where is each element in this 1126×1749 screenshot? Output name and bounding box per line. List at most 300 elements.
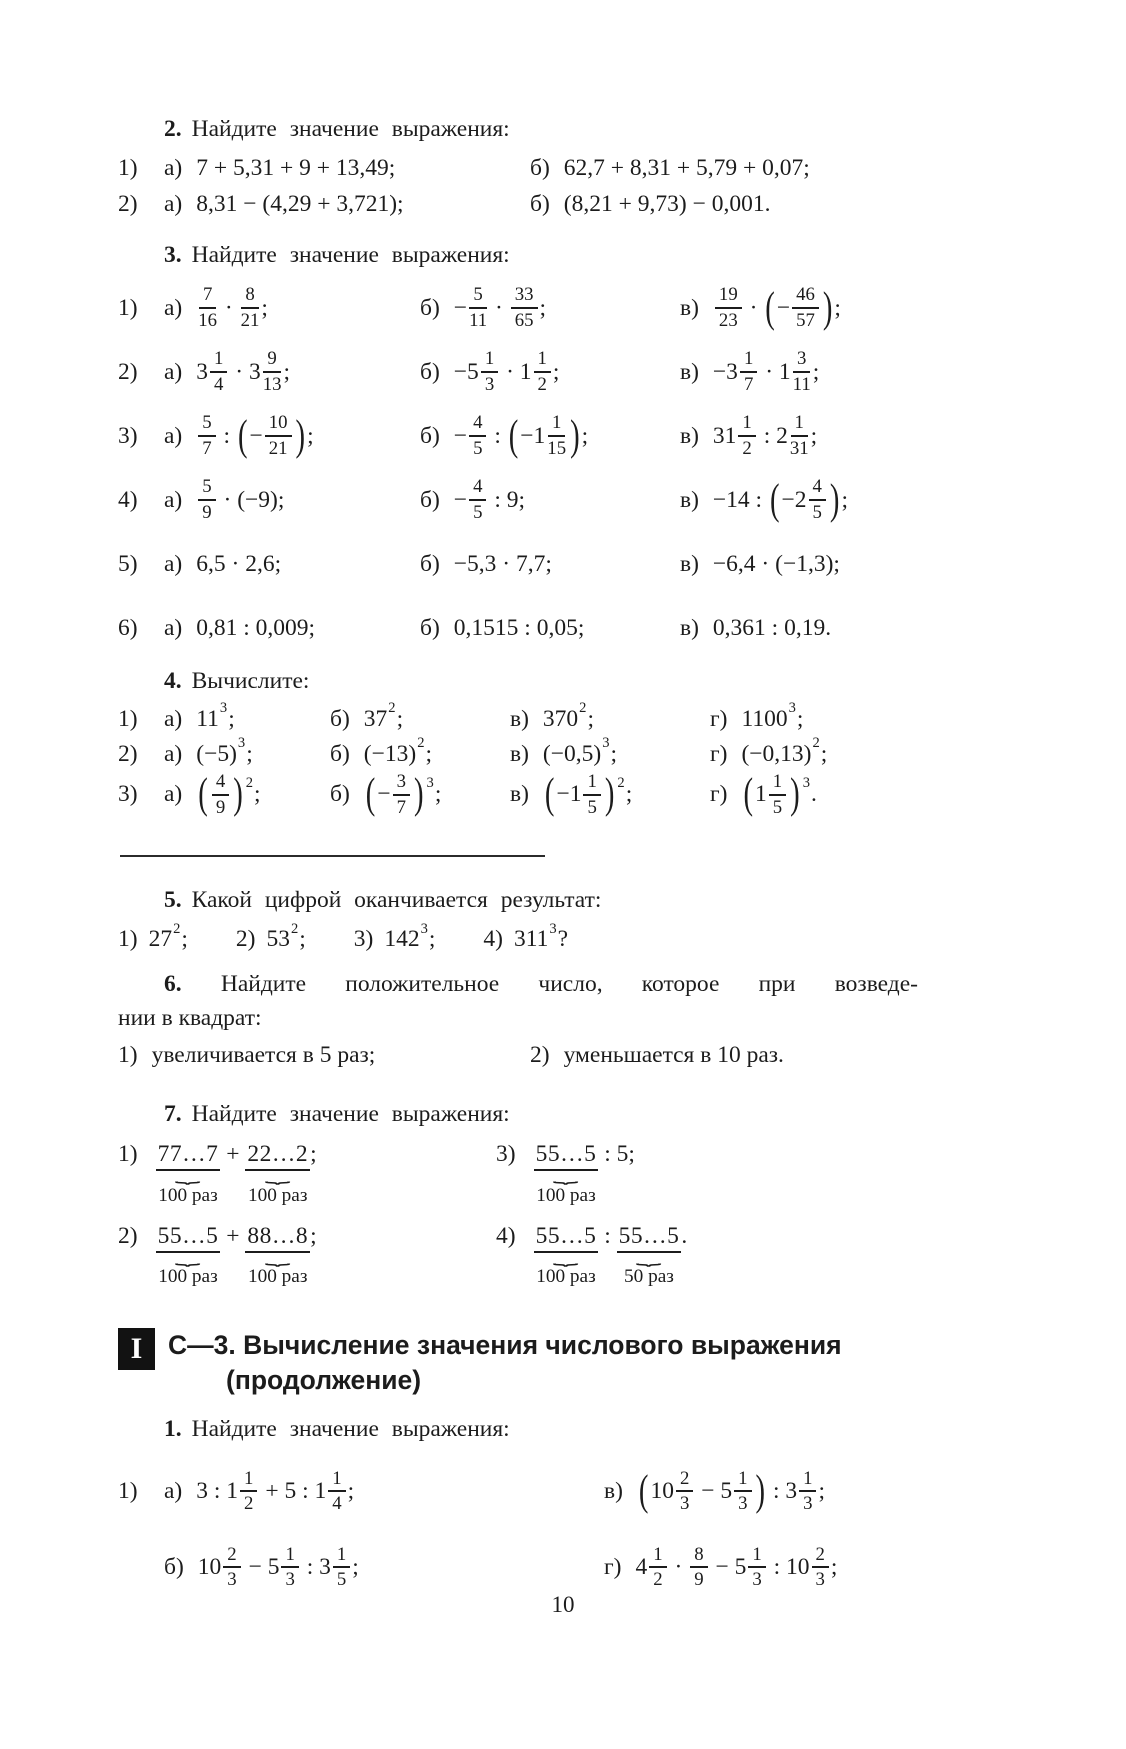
fraction-denominator: 3 — [679, 1493, 690, 1515]
item-letter: в) — [510, 781, 529, 808]
exercise-6 — [118, 967, 918, 1073]
item-number: 1) — [118, 1477, 138, 1504]
expression-item — [118, 1223, 496, 1288]
fraction-denominator: 7 — [743, 374, 754, 395]
math-text: уменьшается в 10 раз. — [563, 1042, 784, 1069]
fraction-numerator: 1 — [534, 349, 551, 373]
math-text: (−5) — [196, 741, 237, 767]
big-paren: ( — [198, 770, 208, 819]
exercise-title-text: Найдите положительное число, которое при возведе- — [220, 971, 918, 998]
fraction — [690, 1545, 707, 1590]
expression-item — [330, 772, 510, 817]
exercise-title-text: Найдите значение выражения: — [191, 242, 510, 268]
math-text: + — [220, 1141, 246, 1168]
fraction-numerator: 7 — [199, 285, 216, 309]
math-text: ; — [552, 358, 560, 385]
exercise-number: 4. — [164, 668, 182, 694]
expression — [196, 186, 403, 222]
expression-item — [420, 615, 680, 642]
expression-item — [164, 551, 420, 578]
exponent: 3 — [219, 700, 228, 717]
fraction-denominator: 31 — [789, 438, 809, 459]
fraction — [715, 285, 742, 330]
exponent: 3 — [237, 735, 246, 752]
math-text: ; — [352, 1553, 359, 1580]
expression-item — [510, 702, 710, 737]
big-paren: ) — [295, 411, 306, 460]
fraction — [740, 349, 757, 394]
fraction — [198, 477, 215, 522]
fraction — [792, 285, 819, 330]
fraction-denominator: 2 — [742, 438, 752, 459]
exercise-row — [118, 472, 918, 528]
fraction-numerator: 33 — [511, 285, 538, 309]
item-letter: б) — [330, 781, 350, 808]
item-letter: б) — [330, 741, 350, 767]
item-number: 3) — [353, 926, 374, 953]
expression — [196, 615, 315, 642]
fraction-numerator: 2 — [812, 1545, 829, 1569]
math-text: 3 : 1 — [196, 1477, 239, 1504]
fraction-numerator: 1 — [481, 349, 498, 373]
expression-item — [680, 477, 918, 522]
expression — [713, 615, 831, 642]
exponent: 2 — [579, 700, 587, 717]
item-number: 2) — [118, 1222, 138, 1249]
item-letter: в) — [510, 706, 529, 732]
math-text: −2 — [781, 486, 807, 513]
big-paren: ( — [765, 283, 775, 332]
difficulty-level-marker: I — [118, 1328, 155, 1370]
item-letter: б) — [420, 614, 440, 641]
section-header — [118, 1328, 918, 1398]
math-text: · 1 — [759, 358, 791, 385]
math-text: 7 + 5,31 + 9 + 13,49; — [196, 155, 396, 181]
math-text: 0,81 : 0,009; — [196, 614, 316, 641]
exercise-title-text: Вычислите: — [191, 668, 310, 694]
fraction-denominator: 57 — [796, 310, 815, 331]
underbrace-icon: ⏟ — [552, 1166, 579, 1185]
fraction — [738, 413, 755, 458]
item-number: 1) — [118, 706, 138, 732]
fraction-numerator: 1 — [281, 1545, 298, 1569]
section-title — [168, 1328, 842, 1398]
math-text: 0,361 : 0,19. — [712, 614, 832, 641]
exercise-number: 3. — [164, 242, 182, 268]
fraction-numerator: 10 — [265, 413, 292, 437]
math-text: (−0,5) — [542, 741, 602, 767]
math-text: увеличивается в 5 раз; — [151, 1042, 376, 1069]
item-letter: б) — [420, 294, 440, 321]
fraction — [812, 1545, 829, 1590]
exercise-rows — [118, 280, 918, 656]
fraction-numerator: 1 — [740, 349, 757, 373]
item-letter: г) — [710, 781, 728, 808]
expression-item — [354, 921, 436, 957]
underbrace-icon: ⏟ — [264, 1247, 291, 1266]
expression-item — [164, 186, 530, 222]
math-text: −6,4 · (−1,3); — [712, 550, 840, 577]
math-text: ; — [254, 781, 261, 808]
math-text: ; — [810, 422, 818, 449]
item-letter: а) — [164, 155, 183, 181]
fraction-numerator: 1 — [328, 1469, 345, 1493]
exponent: 3 — [549, 920, 557, 937]
exercise-7 — [118, 1097, 918, 1288]
exercise-title — [118, 1412, 918, 1446]
math-text: ; — [796, 706, 804, 732]
math-text: 1100 — [741, 706, 788, 732]
math-text: − 5 — [242, 1553, 280, 1580]
item-number: 1) — [118, 926, 138, 953]
big-paren: ) — [604, 770, 615, 819]
exercise-rows — [118, 150, 918, 222]
math-text: · 3 — [229, 358, 261, 385]
math-text: −1 — [556, 781, 582, 808]
math-text: · — [743, 294, 764, 321]
math-text: · 1 — [500, 358, 532, 385]
fraction — [328, 1469, 345, 1514]
fraction — [198, 413, 215, 458]
expression-item — [530, 186, 918, 222]
expression — [384, 921, 435, 957]
math-text: 142 — [384, 926, 420, 953]
fraction-numerator: 1 — [333, 1545, 350, 1569]
math-text: (−13) — [363, 741, 417, 767]
expression-item — [510, 772, 710, 817]
fraction — [263, 349, 282, 394]
item-number: 2) — [530, 1042, 550, 1069]
item-number: 1) — [118, 294, 138, 321]
expression-item — [164, 615, 420, 642]
math-text: ; — [820, 741, 828, 767]
fraction-denominator: 3 — [227, 1569, 237, 1591]
expression-item — [496, 1141, 918, 1206]
fraction-denominator: 9 — [215, 796, 226, 818]
expression-item — [118, 921, 188, 957]
fraction-numerator: 1 — [748, 1545, 765, 1569]
math-text: · — [668, 1553, 689, 1580]
repeated-digits: 55…5 — [156, 1223, 221, 1253]
item-number: 1) — [118, 1141, 138, 1168]
math-text: −3 — [712, 358, 738, 385]
math-text: + — [220, 1222, 246, 1249]
fraction — [469, 477, 486, 522]
fraction-numerator: 1 — [548, 413, 565, 437]
math-text: − — [776, 294, 791, 321]
math-text: ; — [818, 1477, 826, 1504]
exercise-5 — [118, 883, 918, 957]
exercise-title — [118, 883, 918, 917]
exercise-title — [118, 664, 918, 698]
math-text: . — [681, 1222, 688, 1249]
math-text: 53 — [266, 926, 290, 953]
fraction-numerator: 8 — [690, 1545, 707, 1569]
math-text: : — [488, 422, 507, 449]
math-text: ; — [396, 706, 404, 732]
fraction-denominator: 3 — [803, 1493, 813, 1515]
item-letter: в) — [680, 486, 699, 513]
math-text: ; — [310, 1141, 317, 1168]
expression — [635, 1545, 837, 1590]
big-paren: ( — [638, 1466, 649, 1515]
big-paren: ( — [237, 411, 248, 460]
big-paren: ) — [570, 411, 580, 460]
underbrace-icon: ⏟ — [636, 1247, 662, 1266]
fraction-denominator: 2 — [244, 1493, 254, 1515]
item-letter: а) — [164, 191, 183, 217]
item-number: 1) — [118, 155, 138, 181]
expression-item — [530, 150, 918, 186]
math-text: : — [598, 1222, 617, 1249]
fraction — [223, 1545, 240, 1590]
page-content — [118, 112, 918, 1598]
item-number: 3) — [118, 422, 138, 449]
math-text: ; — [830, 1553, 838, 1580]
expression-item — [510, 737, 710, 772]
expression — [454, 551, 552, 578]
math-text: ; — [261, 294, 268, 321]
fraction-denominator: 65 — [514, 310, 534, 331]
fraction — [649, 1545, 666, 1590]
underbrace-group — [245, 1223, 310, 1288]
expression-item — [164, 772, 330, 817]
exponent: 2 — [173, 920, 181, 937]
math-text: 8,31 − (4,29 + 3,721); — [196, 191, 404, 217]
exercise-row — [118, 600, 918, 656]
math-text: 37 — [363, 706, 388, 732]
item-letter: б) — [420, 358, 440, 385]
exercise-row — [118, 186, 918, 222]
fraction-denominator: 9 — [694, 1569, 704, 1591]
exponent: 2 — [617, 775, 625, 792]
fraction — [469, 413, 486, 458]
expression — [156, 1223, 317, 1288]
exercise-text-line1 — [118, 967, 918, 1001]
exercise-row — [118, 280, 918, 336]
expression-item — [164, 150, 530, 186]
fraction — [481, 349, 498, 394]
fraction-numerator: 9 — [263, 349, 280, 373]
item-letter: в) — [680, 294, 699, 321]
item-number: 1) — [118, 1042, 138, 1069]
fraction-numerator: 1 — [240, 1469, 257, 1493]
exponent: 3 — [602, 735, 610, 752]
exercise-items — [118, 921, 918, 957]
expression — [196, 349, 290, 394]
math-text: 11 — [196, 706, 219, 732]
fraction — [734, 1469, 751, 1514]
item-letter: а) — [164, 1477, 183, 1504]
exercise-rows — [118, 1141, 918, 1288]
exercise-title-text: Найдите значение выражения: — [191, 1416, 510, 1443]
page-number: 10 — [551, 1592, 575, 1617]
fraction-denominator: 5 — [812, 502, 822, 523]
expression-item — [420, 413, 680, 458]
math-text: ; — [347, 1477, 355, 1504]
math-text: − 5 — [709, 1553, 747, 1580]
exercise-title-text: Какой цифрой оканчивается результат: — [191, 887, 602, 914]
math-text: : — [217, 422, 236, 449]
underbrace-icon: ⏟ — [174, 1166, 201, 1185]
math-text: (8,21 + 9,73) − 0,001. — [563, 191, 771, 217]
exercise-3 — [118, 238, 918, 656]
fraction-numerator: 1 — [210, 349, 227, 373]
underbrace-label: 100 раз — [536, 1266, 596, 1288]
expression — [149, 921, 188, 957]
math-text: −5 — [453, 358, 479, 385]
fraction — [511, 285, 538, 330]
exponent: 2 — [245, 775, 254, 792]
expression — [534, 1223, 688, 1288]
expression — [713, 349, 819, 394]
math-text: · (−9); — [217, 486, 285, 513]
exercise-row — [118, 1141, 918, 1206]
item-letter: в) — [604, 1477, 623, 1504]
expression — [196, 477, 284, 522]
fraction-numerator: 19 — [715, 285, 742, 309]
fraction — [469, 285, 487, 330]
exercise-title-text: Найдите значение выражения: — [191, 116, 510, 142]
fraction-denominator: 3 — [752, 1569, 762, 1591]
expression-item — [118, 1037, 530, 1073]
math-text: − — [377, 781, 391, 808]
fraction — [583, 772, 600, 817]
fraction-numerator: 3 — [393, 772, 410, 796]
underbrace-group — [534, 1223, 599, 1288]
fraction-numerator: 5 — [198, 413, 215, 437]
item-letter: г) — [710, 706, 728, 732]
exercise-rows — [118, 1460, 918, 1598]
fraction-denominator: 2 — [537, 374, 547, 395]
math-text: : 10 — [767, 1553, 810, 1580]
math-text: −1 — [520, 422, 546, 449]
expression — [196, 150, 395, 186]
expression-item — [118, 1141, 496, 1206]
expression-item — [680, 551, 918, 578]
math-text: . — [810, 781, 817, 808]
expression-item — [604, 1545, 918, 1590]
exercise-row — [118, 1536, 918, 1598]
big-paren: ) — [233, 770, 243, 819]
expression-item — [710, 737, 918, 772]
fraction-numerator: 4 — [469, 477, 486, 501]
expression-item — [680, 349, 918, 394]
expression-item — [680, 413, 918, 458]
math-text: ; — [181, 926, 188, 953]
big-paren: ) — [755, 1466, 766, 1515]
expression — [364, 737, 432, 772]
item-letter: в) — [680, 358, 699, 385]
underbrace-icon: ⏟ — [552, 1247, 579, 1266]
expression-item — [420, 551, 680, 578]
item-letter: а) — [164, 781, 183, 808]
math-text: ; — [246, 741, 253, 767]
expression — [266, 921, 305, 957]
expression-item — [164, 1545, 604, 1590]
fraction-denominator: 13 — [262, 374, 282, 395]
underbrace-label: 100 раз — [158, 1266, 218, 1288]
item-letter: а) — [164, 741, 183, 767]
expression — [564, 1037, 784, 1073]
fraction-denominator: 5 — [587, 796, 597, 818]
math-text: ; — [228, 706, 235, 732]
expression — [564, 150, 810, 186]
underbrace-icon: ⏟ — [174, 1247, 201, 1266]
expression — [196, 413, 313, 458]
big-paren: ) — [829, 475, 840, 524]
expression — [196, 1469, 354, 1514]
expression — [637, 1466, 826, 1515]
expression-item — [164, 702, 330, 737]
exercise-number: 6. — [164, 971, 182, 998]
fraction — [393, 772, 410, 817]
fraction — [748, 1545, 765, 1590]
exercise-title — [118, 238, 918, 272]
math-text: 31 — [712, 422, 737, 449]
footnote-divider — [120, 855, 545, 857]
item-number: 3) — [496, 1141, 516, 1168]
fraction — [676, 1469, 693, 1514]
math-text: − — [453, 294, 468, 321]
item-number: 2) — [118, 358, 138, 385]
math-text: ; — [310, 1222, 317, 1249]
expression — [741, 737, 827, 772]
big-paren: ( — [743, 770, 754, 819]
fraction-numerator: 1 — [769, 772, 786, 796]
fraction-numerator: 5 — [469, 285, 486, 309]
exercise-number: 2. — [164, 116, 182, 142]
underbrace-label: 100 раз — [247, 1266, 308, 1288]
fraction — [809, 477, 826, 522]
exercise-number: 5. — [164, 887, 182, 914]
fraction — [769, 772, 786, 817]
math-text: −5,3 · 7,7; — [453, 550, 552, 577]
underbrace-group — [245, 1141, 310, 1206]
math-text: ; — [283, 358, 291, 385]
expression-item — [236, 921, 306, 957]
fraction-denominator: 4 — [214, 374, 224, 395]
math-text: ; — [428, 926, 436, 953]
fraction-numerator: 2 — [676, 1469, 693, 1493]
exponent: 3 — [420, 920, 428, 937]
math-text: : 3 — [300, 1553, 331, 1580]
math-text: ; — [587, 706, 594, 732]
expression — [152, 1037, 376, 1073]
exercise-rows — [118, 702, 918, 817]
expression-item — [330, 737, 510, 772]
expression — [196, 551, 281, 578]
item-letter: а) — [164, 486, 183, 513]
fraction-denominator: 3 — [738, 1493, 748, 1515]
expression-item — [496, 1223, 918, 1288]
big-paren: ( — [365, 770, 376, 819]
big-paren: ) — [790, 770, 800, 819]
expression — [713, 285, 841, 330]
math-text: 311 — [514, 926, 549, 953]
expression — [713, 477, 848, 522]
fraction — [534, 349, 551, 394]
fraction-denominator: 11 — [792, 374, 811, 395]
expression — [196, 772, 260, 817]
expression-item — [530, 1037, 918, 1073]
big-paren: ) — [822, 283, 833, 332]
item-letter: а) — [164, 550, 183, 577]
fraction-denominator: 16 — [198, 310, 218, 331]
math-text: + 5 : 1 — [259, 1477, 327, 1504]
fraction — [793, 349, 811, 394]
expression — [713, 551, 840, 578]
